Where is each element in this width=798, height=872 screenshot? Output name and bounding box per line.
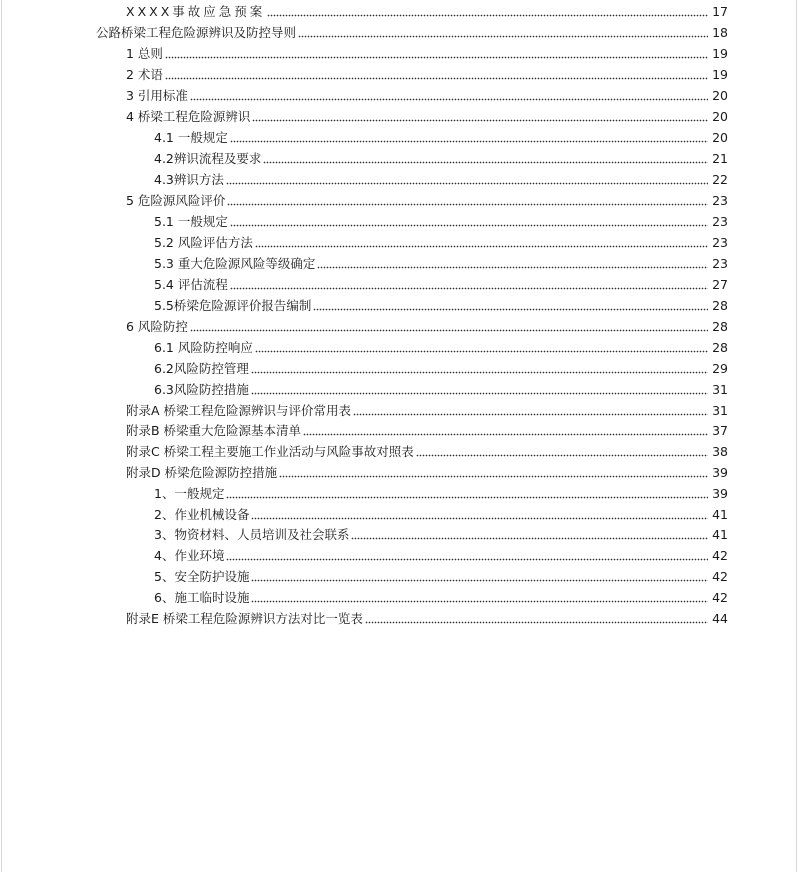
toc-entry-title: 6.1 风险防控响应 xyxy=(154,340,253,355)
toc-entry-page: 19 xyxy=(712,67,728,82)
toc-entry-page: 23 xyxy=(712,193,728,208)
dot-leader xyxy=(251,514,708,520)
toc-entry-title: 6 风险防控 xyxy=(126,319,188,334)
dot-leader xyxy=(298,32,708,38)
toc-entry-page: 31 xyxy=(712,382,728,397)
dot-leader xyxy=(165,74,708,80)
toc-entry-section-6-3[interactable] xyxy=(154,379,728,400)
toc-entry-title: 6.3风险防控措施 xyxy=(154,382,249,397)
toc-entry-page: 41 xyxy=(712,507,728,522)
toc-entry-section-2[interactable] xyxy=(126,64,728,85)
toc-entry-section-6[interactable] xyxy=(126,316,728,337)
toc-entry-appendix-a[interactable] xyxy=(126,400,728,421)
toc-entry-title: 2、作业机械设备 xyxy=(154,507,250,522)
toc-entry-title: 5.2 风险评估方法 xyxy=(154,235,253,250)
toc-entry-page: 42 xyxy=(712,590,728,605)
page-border-left xyxy=(1,0,2,872)
toc-entry-title: 5 危险源风险评价 xyxy=(126,193,226,208)
toc-entry-appendix-c[interactable] xyxy=(126,441,728,462)
toc-entry-title: 3、物资材料、人员培训及社会联系 xyxy=(154,527,350,542)
toc-entry-title: 5.4 评估流程 xyxy=(154,277,228,292)
toc-entry-section-4-1[interactable] xyxy=(154,127,728,148)
toc-entry-section-5-1[interactable] xyxy=(154,211,728,232)
toc-entry-page: 29 xyxy=(712,361,728,376)
dot-leader xyxy=(252,116,708,122)
toc-entry-title: 4.1 一般规定 xyxy=(154,130,228,145)
dot-leader xyxy=(251,597,708,603)
toc-entry-title: 6.2风险防控管理 xyxy=(154,361,249,376)
toc-entry-page: 23 xyxy=(712,235,728,250)
toc-entry-section-5-4[interactable] xyxy=(154,274,728,295)
dot-leader xyxy=(279,472,708,478)
dot-leader xyxy=(255,347,708,353)
toc-entry-section-5-3[interactable] xyxy=(154,253,728,274)
toc-entry-page: 28 xyxy=(712,340,728,355)
dot-leader xyxy=(251,389,708,395)
dot-leader xyxy=(353,410,708,416)
toc-entry-page: 44 xyxy=(712,611,728,626)
dot-leader xyxy=(255,242,708,248)
toc-entry-page: 17 xyxy=(712,4,728,19)
toc-entry-page: 20 xyxy=(712,88,728,103)
toc-entry-page: 23 xyxy=(712,214,728,229)
toc-entry-section-4[interactable] xyxy=(126,106,728,127)
toc-entry-title: 5.1 一般规定 xyxy=(154,214,228,229)
dot-leader xyxy=(190,326,708,332)
dot-leader xyxy=(251,368,708,374)
toc-entry-appendix-d[interactable] xyxy=(126,462,728,483)
dot-leader xyxy=(165,53,708,59)
toc-entry-title: 6、施工临时设施 xyxy=(154,590,250,605)
toc-entry-title: 5、安全防护设施 xyxy=(154,569,250,584)
toc-entry-appendix-d-6[interactable] xyxy=(154,587,728,608)
toc-entry-title: XXXX事故应急预案 xyxy=(126,4,266,19)
toc-entry-page: 21 xyxy=(712,151,728,166)
dot-leader xyxy=(251,576,708,582)
toc-entry-title: 3 引用标准 xyxy=(126,88,188,103)
toc-entry-title: 公路桥梁工程危险源辨识及防控导则 xyxy=(96,25,297,40)
page-border-right xyxy=(796,0,797,872)
toc-entry-appendix-d-5[interactable] xyxy=(154,566,728,587)
toc-entry-page: 41 xyxy=(712,527,728,542)
toc-entry-page: 31 xyxy=(712,403,728,418)
toc-entry-page: 20 xyxy=(712,109,728,124)
toc-entry-section-5-2[interactable] xyxy=(154,232,728,253)
toc-entry-page: 23 xyxy=(712,256,728,271)
toc-entry-appendix-d-1[interactable] xyxy=(154,483,728,504)
toc-entry-page: 19 xyxy=(712,46,728,61)
toc-entry-page: 20 xyxy=(712,130,728,145)
dot-leader xyxy=(313,305,708,311)
toc-entry-title: 附录C 桥梁工程主要施工作业活动与风险事故对照表 xyxy=(126,444,414,459)
toc-entry-section-6-1[interactable] xyxy=(154,337,728,358)
toc-entry-title: 5.5桥梁危险源评价报告编制 xyxy=(154,298,312,313)
toc-entry-section-4-2[interactable] xyxy=(154,148,728,169)
dot-leader xyxy=(226,179,708,185)
toc-entry-page: 42 xyxy=(712,569,728,584)
toc-entry-title: 4.2辨识流程及要求 xyxy=(154,151,262,166)
dot-leader xyxy=(190,95,708,101)
dot-leader xyxy=(226,555,708,561)
toc-entry-page: 22 xyxy=(712,172,728,187)
toc-entry-emergency-plan[interactable] xyxy=(126,1,728,22)
dot-leader xyxy=(226,493,708,499)
toc-entry-appendix-d-4[interactable] xyxy=(154,545,728,566)
toc-entry-title: 附录B 桥梁重大危险源基本清单 xyxy=(126,423,302,438)
dot-leader xyxy=(230,137,708,143)
toc-entry-section-6-2[interactable] xyxy=(154,358,728,379)
toc-entry-page: 28 xyxy=(712,298,728,313)
dot-leader xyxy=(317,263,708,269)
dot-leader xyxy=(351,534,708,540)
dot-leader xyxy=(230,284,708,290)
toc-entry-appendix-b[interactable] xyxy=(126,420,728,441)
toc-entry-title: 5.3 重大危险源风险等级确定 xyxy=(154,256,316,271)
dot-leader xyxy=(263,158,708,164)
toc-entry-title: 1 总则 xyxy=(126,46,163,61)
toc-entry-section-3[interactable] xyxy=(126,85,728,106)
toc-entry-title: 附录A 桥梁工程危险源辨识与评价常用表 xyxy=(126,403,352,418)
toc-entry-title: 4、作业环境 xyxy=(154,548,225,563)
toc-entry-page: 42 xyxy=(712,548,728,563)
toc-entry-page: 39 xyxy=(712,486,728,501)
dot-leader xyxy=(303,430,708,436)
toc-entry-title: 附录D 桥梁危险源防控措施 xyxy=(126,465,278,480)
toc-entry-appendix-e[interactable] xyxy=(126,608,728,629)
toc-entry-page: 18 xyxy=(712,25,728,40)
toc-entry-page: 37 xyxy=(712,423,728,438)
toc-entry-section-5-5[interactable] xyxy=(154,295,728,316)
toc-entry-title: 4.3辨识方法 xyxy=(154,172,224,187)
toc-entry-page: 38 xyxy=(712,444,728,459)
toc-entry-page: 27 xyxy=(712,277,728,292)
dot-leader xyxy=(230,221,708,227)
toc-entry-page: 39 xyxy=(712,465,728,480)
toc-entry-section-4-3[interactable] xyxy=(154,169,728,190)
dot-leader xyxy=(416,451,708,457)
toc-entry-section-5[interactable] xyxy=(126,190,728,211)
toc-entry-title: 附录E 桥梁工程危险源辨识方法对比一览表 xyxy=(126,611,363,626)
dot-leader xyxy=(227,200,708,206)
dot-leader xyxy=(365,618,708,624)
toc-entry-page: 28 xyxy=(712,319,728,334)
toc-entry-title: 4 桥梁工程危险源辨识 xyxy=(126,109,251,124)
toc-entry-title: 2 术语 xyxy=(126,67,163,82)
toc-entry-title: 1、一般规定 xyxy=(154,486,225,501)
toc-entry-section-1[interactable] xyxy=(126,43,728,64)
toc-entry-guideline[interactable] xyxy=(96,22,728,43)
toc-entry-appendix-d-2[interactable] xyxy=(154,504,728,525)
dot-leader xyxy=(267,11,708,17)
toc-entry-appendix-d-3[interactable] xyxy=(154,524,728,545)
